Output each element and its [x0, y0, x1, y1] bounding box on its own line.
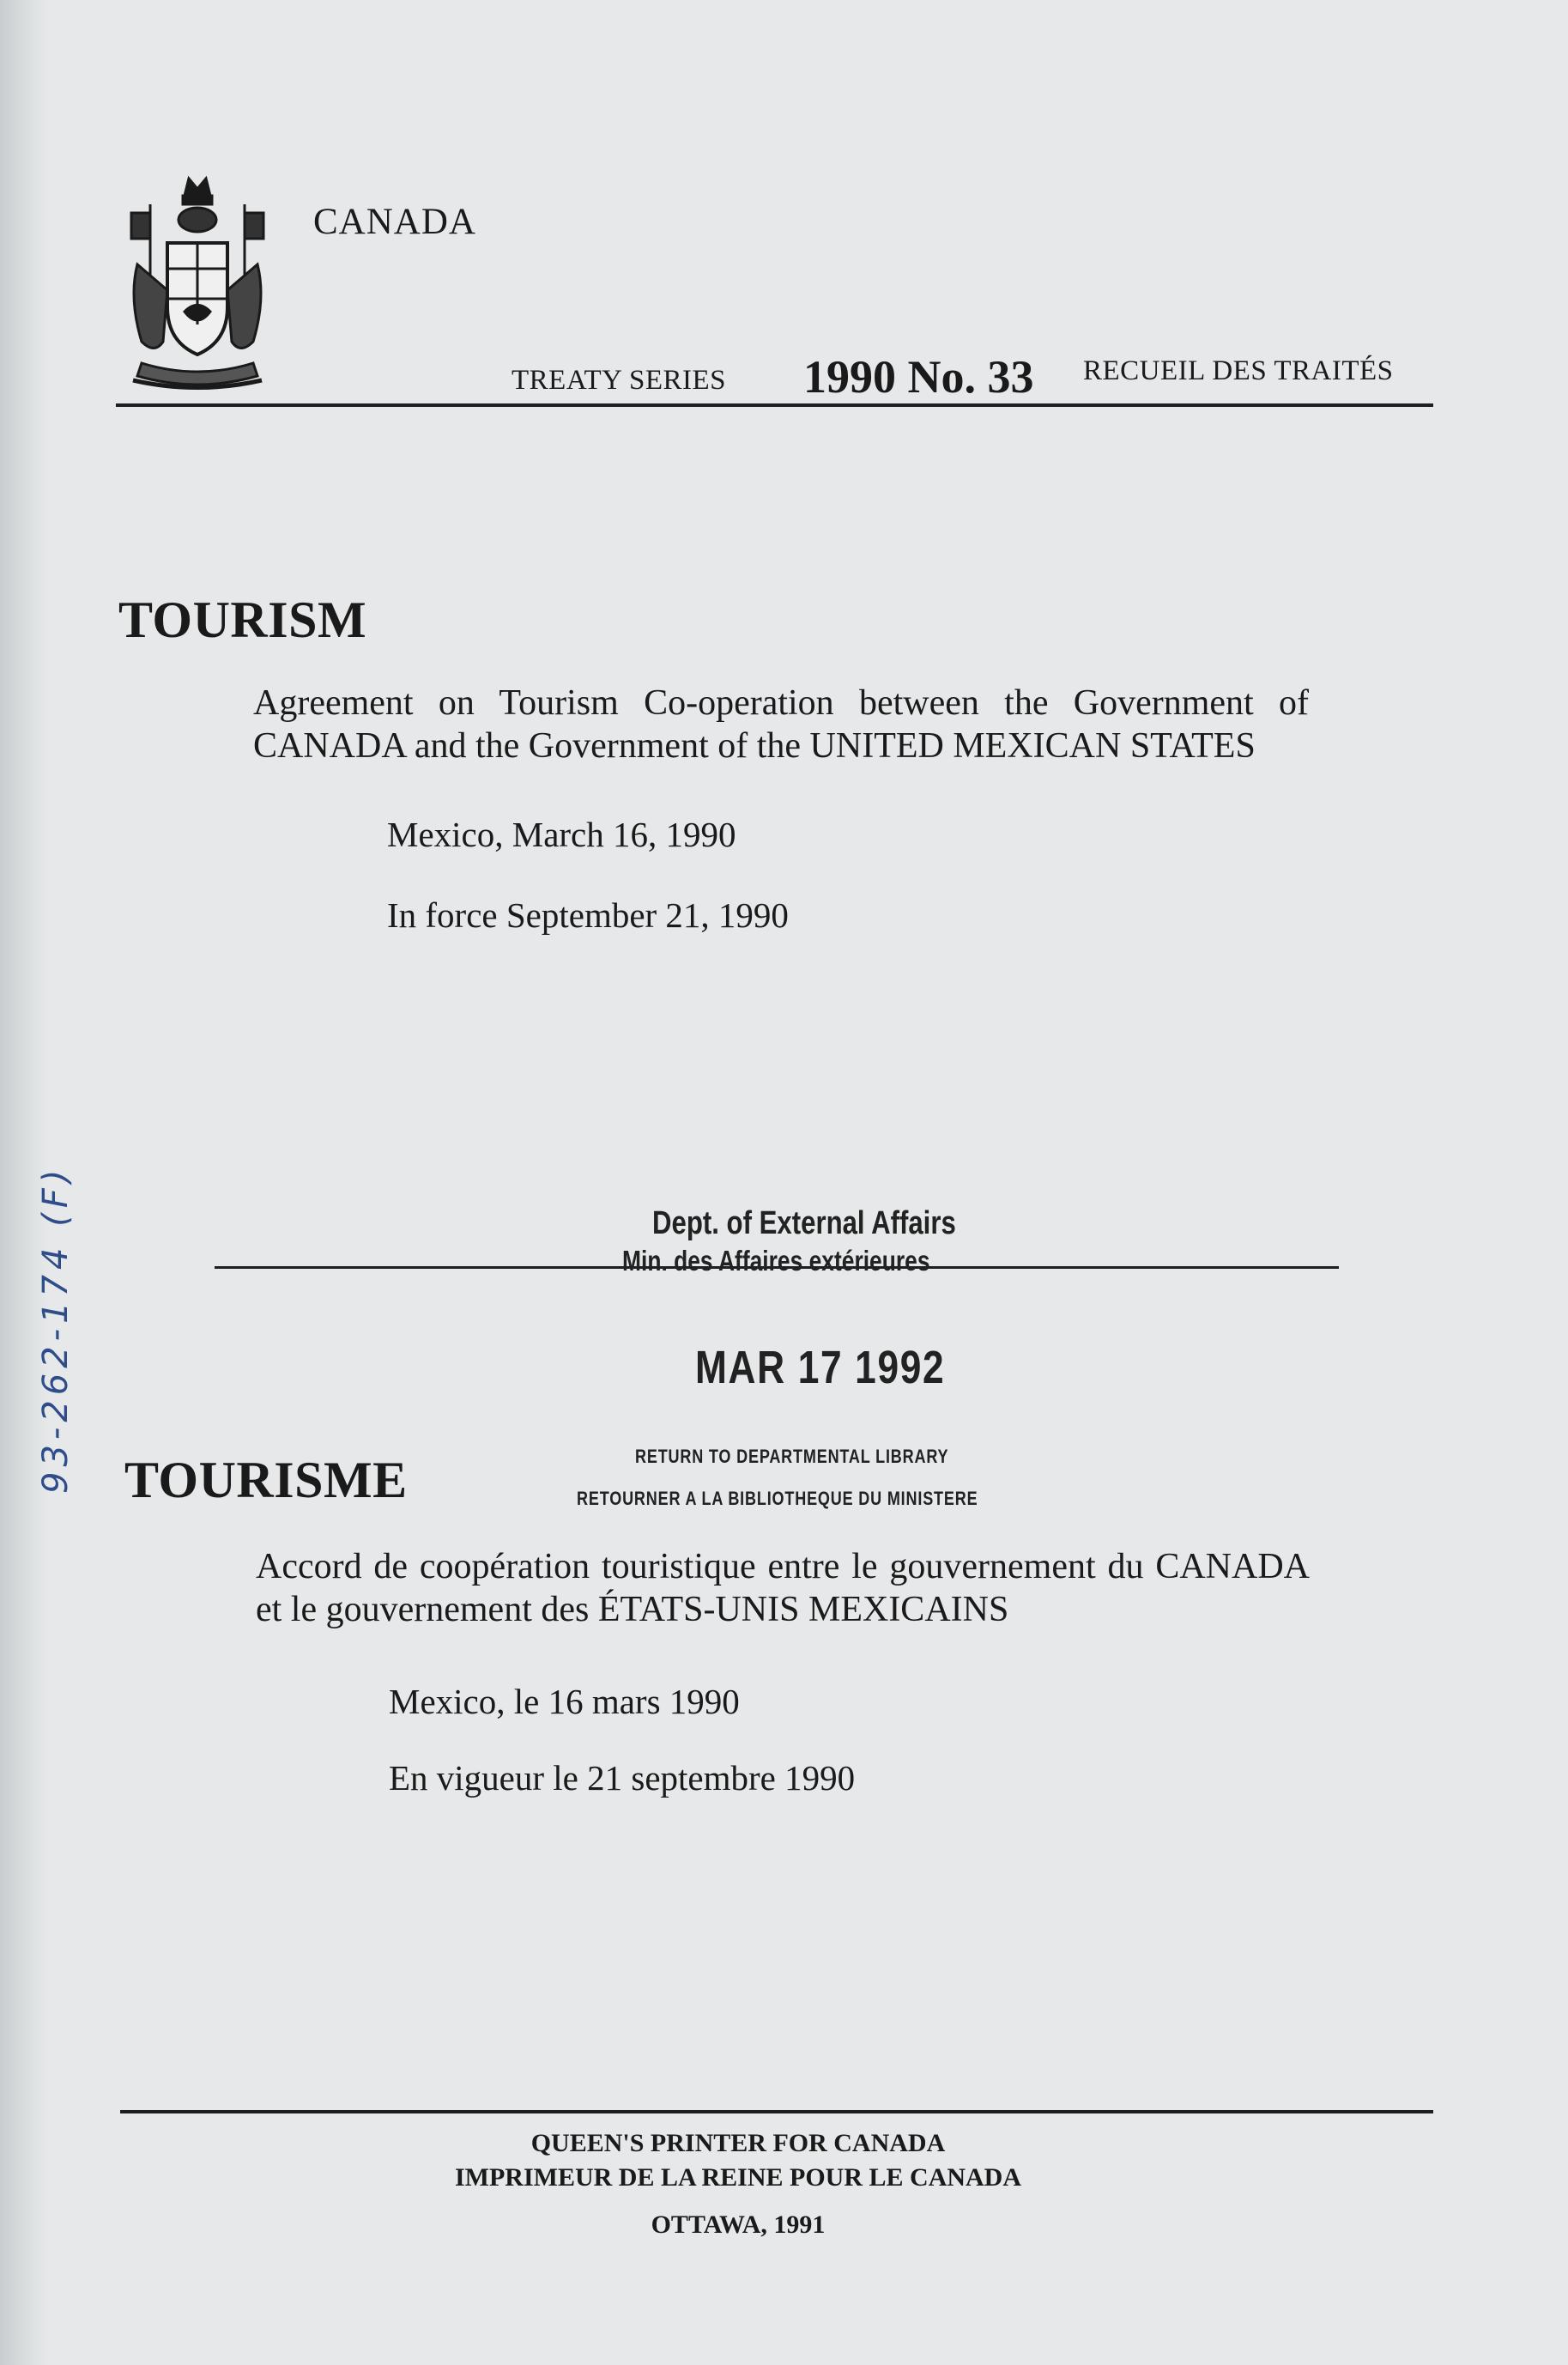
series-number: 1990 No. 33	[803, 351, 1034, 403]
printer-line-en: QUEEN'S PRINTER FOR CANADA	[530, 2129, 946, 2157]
french-signed-date: Mexico, le 16 mars 1990	[389, 1682, 740, 1721]
printer-line-fr: IMPRIMEUR DE LA REINE POUR LE CANADA	[454, 2163, 1022, 2192]
header-rule	[116, 403, 1433, 407]
stamp-date: MAR 17 1992	[695, 1342, 946, 1393]
footer-rule	[120, 2110, 1433, 2113]
english-description: Agreement on Tourism Co-operation between the Government of CANADA and the Government of the UNITED MEXICAN STATES	[253, 683, 1309, 766]
coat-of-arms-icon	[116, 170, 279, 397]
country-label: CANADA	[313, 202, 476, 242]
french-title: TOURISME	[124, 1452, 408, 1508]
english-in-force-date: In force September 21, 1990	[387, 895, 789, 935]
handwritten-accession-note: 93-262-174 (F)	[36, 1164, 76, 1494]
french-description: Accord de coopération touristique entre le gouvernement du CANADA et le gouvernement des ÉTATS-UNIS MEXICAINS	[256, 1547, 1310, 1629]
english-signed-date: Mexico, March 16, 1990	[387, 815, 736, 854]
stamp-return-en: RETURN TO DEPARTMENTAL LIBRARY	[635, 1446, 949, 1467]
printer-city-year: OTTAWA, 1991	[651, 2210, 826, 2239]
french-in-force-date: En vigueur le 21 septembre 1990	[389, 1758, 856, 1798]
stamp-return-fr: RETOURNER A LA BIBLIOTHEQUE DU MINISTERE	[577, 1488, 978, 1509]
stamp-ministere-line: Min. des Affaires extérieures	[622, 1245, 930, 1276]
recueil-label: RECUEIL DES TRAITÉS	[1083, 355, 1394, 386]
english-title: TOURISM	[118, 591, 367, 648]
stamp-dept-line: Dept. of External Affairs	[652, 1205, 956, 1241]
treaty-series-label: TREATY SERIES	[512, 365, 727, 396]
